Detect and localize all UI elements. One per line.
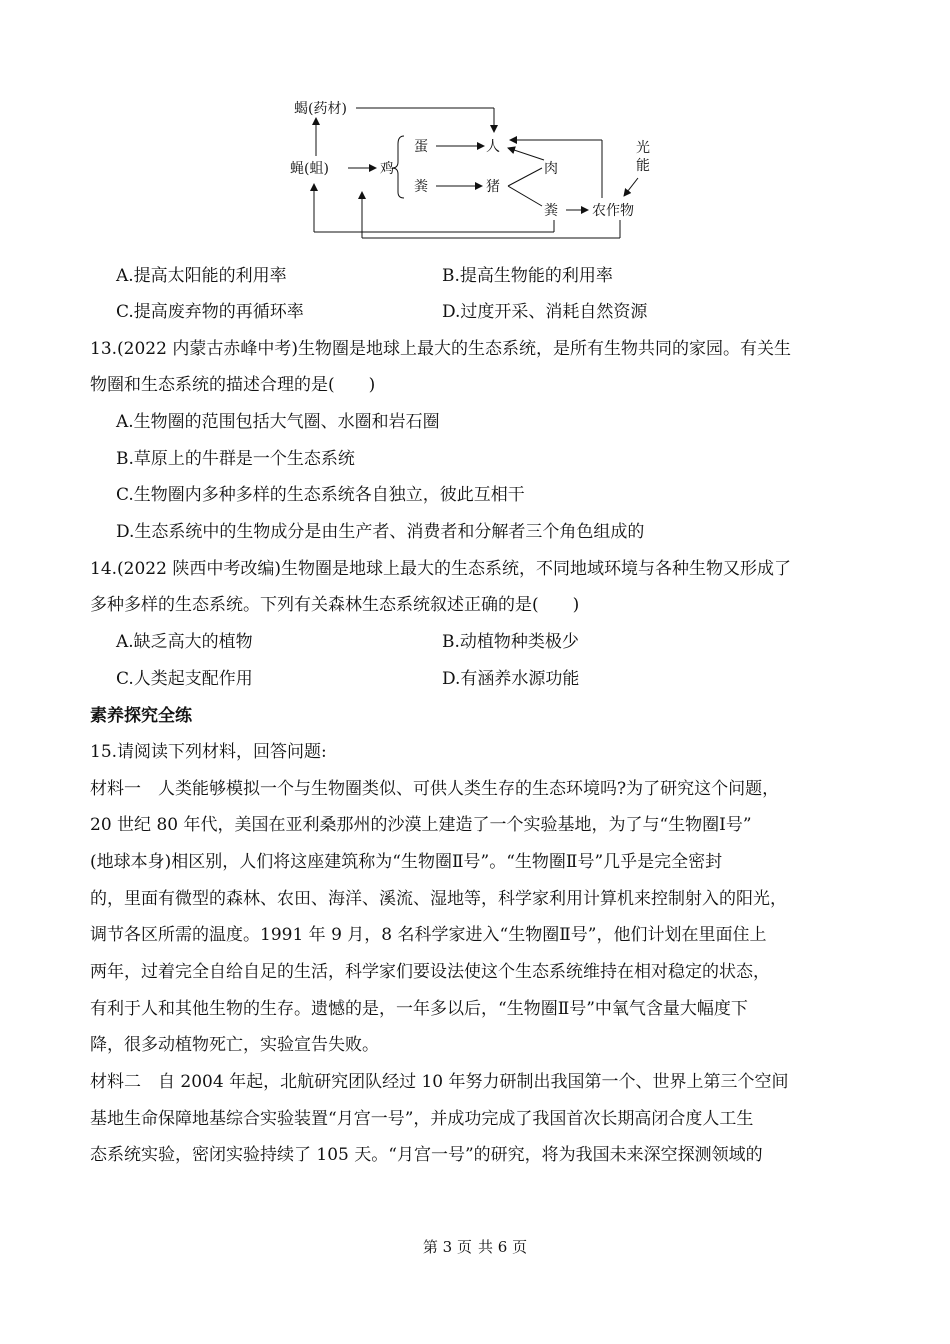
node-pig-manure: 粪 — [544, 203, 558, 219]
q13-stem-line2: 物圈和生态系统的描述合理的是( ) — [90, 375, 376, 395]
branch-pig-meat — [508, 168, 542, 186]
q13-option-b: B.草原上的牛群是一个生态系统 — [116, 449, 355, 469]
q15-material1-line: 有利于人和其他生物的生存。遗憾的是，一年多以后，“生物圈Ⅱ号”中氧气含量大幅度下 — [90, 999, 748, 1019]
node-chicken: 鸡 — [380, 161, 394, 177]
q13-stem-line1: 13.(2022 内蒙古赤峰中考)生物圈是地球上最大的生态系统，是所有生物共同的家园。有关生 — [90, 339, 791, 359]
q15-material2-line: 态系统实验，密闭实验持续了 105 天。“月宫一号”的研究，将为我国未来深空探测领域的 — [90, 1145, 763, 1165]
q13-option-a: A.生物圈的范围包括大气圈、水圈和岩石圈 — [116, 412, 440, 432]
node-fly: 蝇(蛆) — [290, 161, 329, 177]
node-chicken-manure: 粪 — [414, 179, 428, 195]
q15-material1-line: (地球本身)相区别，人们将这座建筑称为“生物圈Ⅱ号”。“生物圈Ⅱ号”几乎是完全密封 — [90, 852, 723, 872]
q15-material1-line: 调节各区所需的温度。1991 年 9 月，8 名科学家进入“生物圈Ⅱ号”，他们计划在里面住上 — [90, 925, 767, 945]
page-total: 共 6 页 — [478, 1238, 528, 1256]
q14-stem-line2: 多种多样的生态系统。下列有关森林生态系统叙述正确的是( ) — [90, 595, 580, 615]
node-scorpion: 蝎(药材) — [294, 101, 347, 117]
q12-option-a: A.提高太阳能的利用率 — [116, 266, 287, 286]
branch-pig-manure — [508, 186, 542, 206]
arrow-light-to-crops — [624, 178, 638, 196]
ecosystem-diagram — [286, 92, 666, 244]
q15-material1-line: 20 世纪 80 年代，美国在亚利桑那州的沙漠上建造了一个实验基地，为了与“生物圈Ⅰ号” — [90, 815, 752, 835]
ecosystem-diagram-svg — [286, 92, 666, 244]
q15-material1-line: 的，里面有微型的森林、农田、海洋、溪流、湿地等，科学家利用计算机来控制射入的阳光， — [90, 889, 787, 909]
q14-option-b: B.动植物种类极少 — [442, 632, 579, 652]
q12-option-b: B.提高生物能的利用率 — [442, 266, 613, 286]
q13-option-d: D.生态系统中的生物成分是由生产者、消费者和分解者三个角色组成的 — [116, 522, 645, 542]
node-light-2: 能 — [636, 158, 650, 174]
q12-option-c: C.提高废弃物的再循环率 — [116, 302, 304, 322]
node-human: 人 — [486, 139, 500, 155]
arrow-meat-to-human — [508, 148, 544, 160]
node-crops: 农作物 — [592, 203, 634, 219]
page-number: 第 3 页 — [422, 1238, 472, 1256]
q14-option-d: D.有涵养水源功能 — [442, 669, 580, 689]
q14-option-a: A.缺乏高大的植物 — [116, 632, 253, 652]
q14-option-c: C.人类起支配作用 — [116, 669, 253, 689]
node-meat: 肉 — [544, 161, 558, 177]
q13-option-c: C.生物圈内多种多样的生态系统各自独立，彼此互相干 — [116, 485, 525, 505]
q15-material1-line: 降，很多动植物死亡，实验宣告失败。 — [90, 1035, 379, 1055]
section-title: 素养探究全练 — [90, 706, 192, 726]
q14-stem-line1: 14.(2022 陕西中考改编)生物圈是地球上最大的生态系统，不同地域环境与各种生物又形成了 — [90, 559, 791, 579]
q15-material2-line: 材料二 自 2004 年起，北航研究团队经过 10 年努力研制出我国第一个、世界上第三个空间 — [90, 1072, 789, 1092]
node-pig: 猪 — [486, 179, 500, 195]
q15-material2-line: 基地生命保障地基综合实验装置“月宫一号”，并成功完成了我国首次长期高闭合度人工生 — [90, 1109, 754, 1129]
q12-option-d: D.过度开采、消耗自然资源 — [442, 302, 648, 322]
node-egg: 蛋 — [414, 139, 428, 155]
node-light-1: 光 — [636, 140, 650, 156]
q15-intro: 15.请阅读下列材料，回答问题: — [90, 742, 327, 762]
q15-material1-line: 材料一 人类能够模拟一个与生物圈类似、可供人类生存的生态环境吗?为了研究这个问题， — [90, 779, 780, 799]
page-footer — [0, 1236, 950, 1257]
q15-material1-line: 两年，过着完全自给自足的生活，科学家们要设法使这个生态系统维持在相对稳定的状态， — [90, 962, 770, 982]
